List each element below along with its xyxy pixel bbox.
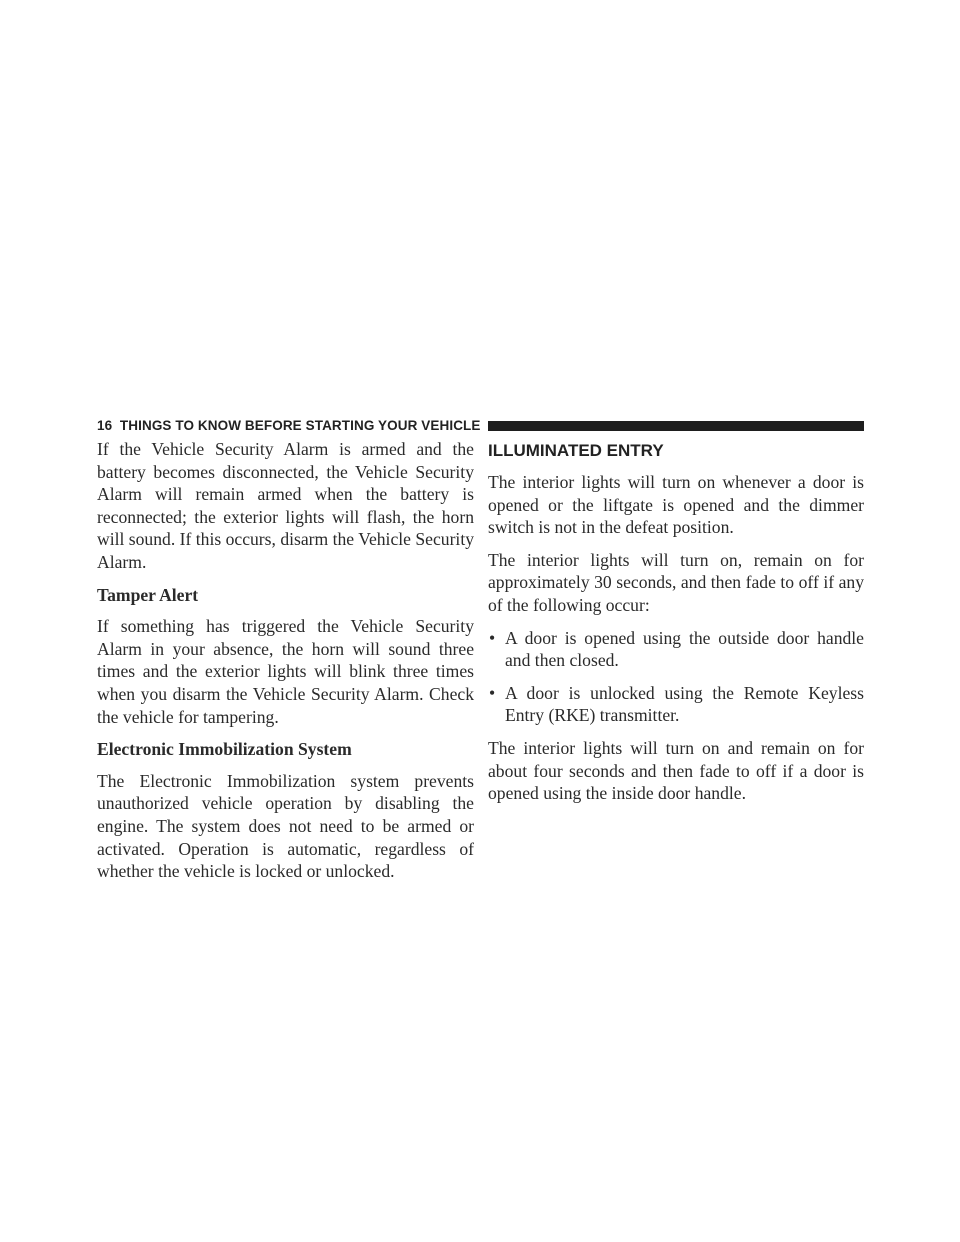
conditions-list [488,627,864,727]
bullet-icon: • [489,627,496,648]
list-item-text: A door is opened using the outside door handle and then closed. [505,627,864,671]
immobilization-heading: Electronic Immobilization System [97,739,352,760]
bullet-icon: • [489,682,496,703]
illuminated-entry-paragraph-1: The interior lights will turn on whenever a door is opened or the liftgate is opened and the dimmer switch is not in the defeat position. [488,472,864,538]
page-header [97,417,864,434]
left-column [97,438,474,893]
header-rule [488,421,865,431]
right-column [488,438,864,815]
illuminated-entry-paragraph-2: The interior lights will turn on, remain on for approximately 30 seconds, and then fade to off if any of the following occur: [488,549,864,615]
tamper-alert-heading: Tamper Alert [97,584,199,605]
page-number: 16 [97,418,113,433]
page-header-text [97,418,481,433]
illuminated-entry-paragraph-3: The interior lights will turn on and remain on for about four seconds and then fade to off if a door is opened using the inside door handle. [488,737,864,804]
tamper-alert-paragraph: If something has triggered the Vehicle Security Alarm in your absence, the horn will sound three times and the exterior lights will blink three times when you disarm the Vehicle Security Alarm. Check the vehicle for tampering. [97,616,474,727]
section-title: THINGS TO KNOW BEFORE STARTING YOUR VEHICLE [119,418,481,433]
battery-paragraph: If the Vehicle Security Alarm is armed and the battery becomes disconnected, the Vehicle Security Alarm will remain armed when the battery is reconnected; the exterior lights will flash, the horn will sound. If this occurs, disarm the Vehicle Security Alarm. [97,439,474,572]
list-item [488,682,864,727]
list-item [488,627,864,672]
immobilization-paragraph: The Electronic Immobilization system prevents unauthorized vehicle operation by disabling the engine. The system does not need to be armed or activated. Operation is automatic, regardless of whether the vehicle is locked or unlocked. [97,770,474,882]
list-item-text: A door is unlocked using the Remote Keyless Entry (RKE) transmitter. [505,682,864,726]
illuminated-entry-heading: ILLUMINATED ENTRY [488,441,664,460]
